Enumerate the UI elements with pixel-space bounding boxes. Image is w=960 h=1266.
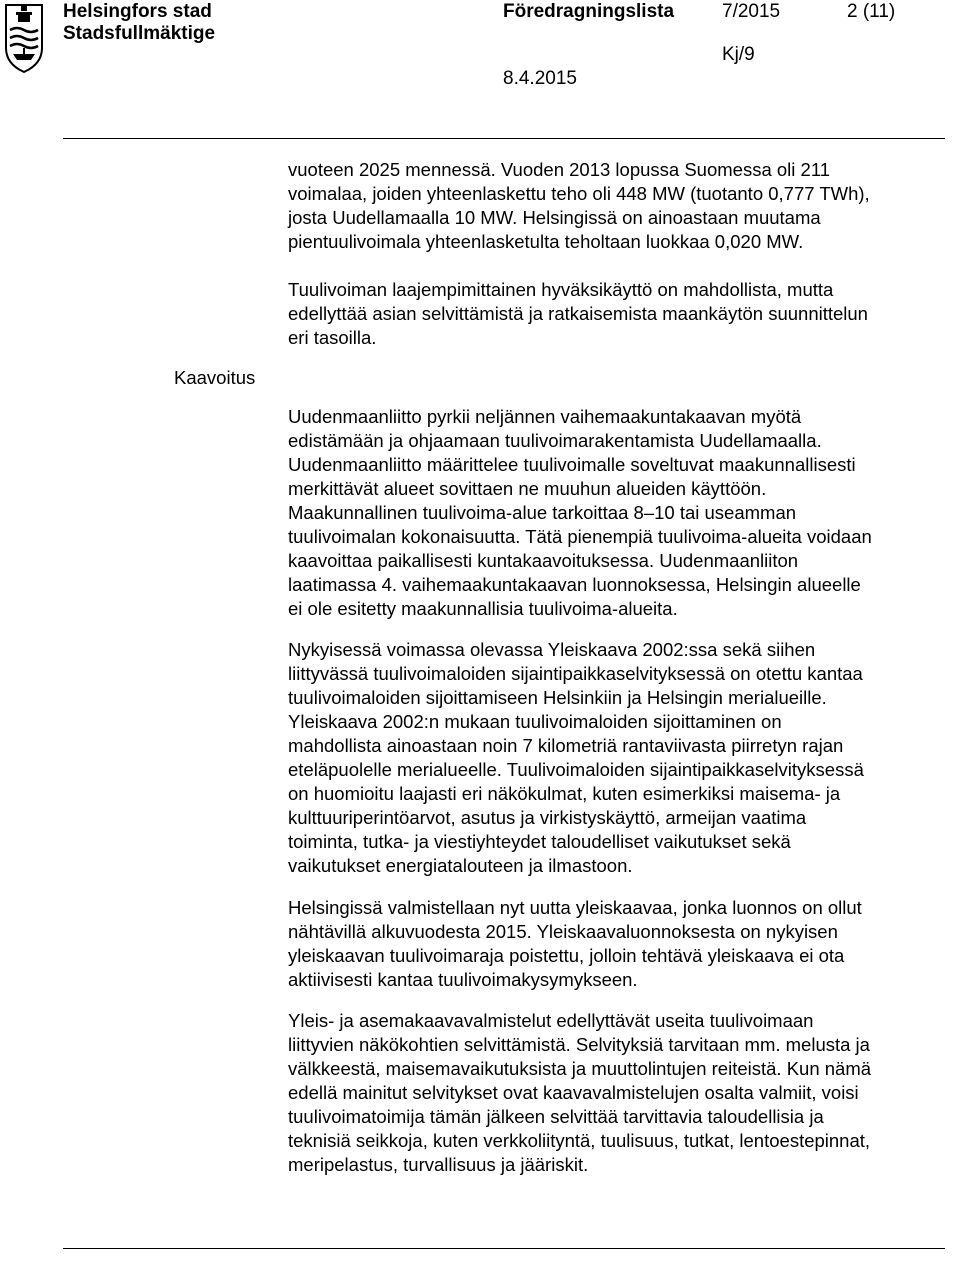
paragraph-6 [288,1009,948,1177]
paragraph-3 [288,405,948,621]
text-line: edellyttää asian selvittämistä ja ratkaisemista maankäytön suunnittelun [288,303,868,324]
footer-divider [63,1248,945,1249]
paragraph-2 [288,278,948,350]
text-line: tuulivoimalan kokonaisuutta. Tätä pienempiä tuulivoima-alueita voidaan [288,526,872,547]
page-info: 2 (11) [847,1,896,22]
paragraph-4 [288,638,948,878]
text-line: nähtävillä alkuvuodesta 2015. Yleiskaavaluonnoksesta on nykyisen [288,921,838,942]
text-line: Uudenmaanliitto pyrkii neljännen vaihemaakuntakaavan myötä [288,406,802,427]
text-line: mahdollista ainoastaan noin 7 kilometriä rantaviivasta piirretyn rajan [288,735,844,756]
org-body: Stadsfullmäktige [63,23,216,44]
text-line: ei ole esitetty maakunnallisia tuulivoima-alueita. [288,598,678,619]
text-line: tuulivoimaloiden sijoittamiseen Helsinkiin ja Helsingin merialueille. [288,687,827,708]
text-line: edellä mainitut selvitykset ovat kaavavalmistelujen osalta valmiit, voisi [288,1082,859,1103]
text-line: tuulivoimatoimija tämän jälkeen selvittää tarvittavia taloudellisia ja [288,1106,824,1127]
text-line: eteläpuolelle merialueelle. Tuulivoimaloiden sijaintipaikkaselvityksessä [288,759,864,780]
meeting-date: 8.4.2015 [503,68,577,89]
text-line: pientuulivoimala yhteenlasketulta teholtaan luokkaa 0,020 MW. [288,231,804,252]
text-line: voimalaa, joiden yhteenlaskettu teho oli 448 MW (tuotanto 0,777 TWh), [288,183,870,204]
text-line: liittyvien näkökohtien selvittämistä. Selvityksiä tarvitaan mm. melusta ja [288,1034,870,1055]
text-line: toiminta, tutka- ja viestiyhteydet taloudelliset vaikutukset sekä [288,831,791,852]
text-line: välkkeestä, maisemavaikutuksista ja muuttolintujen reiteistä. Kun nämä [288,1058,872,1079]
text-line: liittyvässä tuulivoimaloiden sijaintipaikkaselvityksessä on otettu kantaa [288,663,863,684]
text-line: Maakunnallinen tuulivoima-alue tarkoittaa 8–10 tai useamman [288,502,797,523]
text-line: edistämään ja ohjaamaan tuulivoimarakentamista Uudellamaalla. [288,430,822,451]
text-line: aktiivisesti kantaa tuulivoimakysymykseen. [288,969,638,990]
crest-icon [2,2,46,74]
text-line: yleiskaavan tuulivoimaraja poistettu, jolloin tehtävä yleiskaava ei ota [288,945,845,966]
text-line: Helsingissä valmistellaan nyt uutta yleiskaavaa, jonka luonnos on ollut [288,897,862,918]
header-divider [63,138,945,139]
text-line: laatimassa 4. vaihemaakuntakaavan luonnoksessa, Helsingin alueelle [288,574,861,595]
doc-type: Föredragningslista [503,1,675,22]
doc-number: 7/2015 [722,1,781,22]
text-line: Yleiskaava 2002:n mukaan tuulivoimaloiden sijoittaminen on [288,711,782,732]
paragraph-5 [288,896,948,992]
text-line: merkittävät alueet sovittaen ne muuhun alueiden käyttöön. [288,478,767,499]
text-line: Uudenmaanliitto määrittelee tuulivoimalle soveltuvat maakunnallisesti [288,454,856,475]
org-name: Helsingfors stad [63,1,212,22]
text-line: kulttuuriperintöarvot, asutus ja virkistyskäyttö, armeijan vaatima [288,807,807,828]
text-line: josta Uudellamaalla 10 MW. Helsingissä on ainoastaan muutama [288,207,821,228]
section-label: Kaavoitus [174,367,256,388]
item-code: Kj/9 [722,44,755,65]
text-line: on huomioitu laajasti eri näkökulmat, kuten esimerkiksi maisema- ja [288,783,841,804]
text-line: kaavoittaa paikallisesti kuntakaavoituksessa. Uudenmaanliiton [288,550,799,571]
paragraph-1 [288,158,948,254]
text-line: eri tasoilla. [288,327,377,348]
text-line: vuoteen 2025 mennessä. Vuoden 2013 lopussa Suomessa oli 211 [288,159,831,180]
text-line: meripelastus, turvallisuus ja jääriskit. [288,1154,589,1175]
text-line: teknisiä seikkoja, kuten verkkoliityntä, tuulisuus, tutkat, lentoestepinnat, [288,1130,871,1151]
text-line: Tuulivoiman laajempimittainen hyväksikäyttö on mahdollista, mutta [288,279,834,300]
text-line: Yleis- ja asemakaavavalmistelut edellyttävät useita tuulivoimaan [288,1010,814,1031]
text-line: vaikutukset energiatalouteen ja ilmastoon. [288,855,633,876]
text-line: Nykyisessä voimassa olevassa Yleiskaava 2002:ssa sekä siihen [288,639,816,660]
